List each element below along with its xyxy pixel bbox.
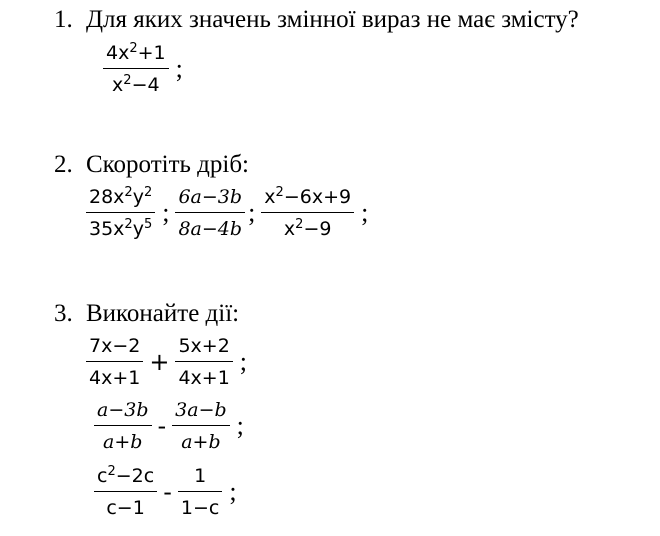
task-2-expression (84, 186, 372, 240)
denominator: a+b (181, 431, 221, 453)
numerator: 1 (194, 465, 207, 487)
numerator: $28x^2y^2$ (89, 185, 153, 208)
fraction (84, 186, 157, 240)
task-title: Виконайте дії: (86, 300, 240, 327)
separator: ; (239, 347, 248, 376)
task-number: 2. (54, 151, 73, 178)
denominator: $35x^2y^5$ (89, 217, 153, 240)
numerator: a−3b (97, 399, 149, 421)
operator: + (149, 348, 170, 376)
separator: ; (248, 198, 256, 227)
denominator: c−1 (106, 497, 145, 519)
numerator: 3a−b (175, 399, 227, 421)
operator: - (163, 478, 172, 506)
denominator: 1−c (180, 497, 220, 519)
numerator: $x^2-6x+9$ (264, 185, 352, 208)
separator: ; (229, 477, 237, 506)
fraction (92, 465, 159, 519)
separator: ; (361, 198, 369, 227)
numerator: 6a−3b (178, 186, 243, 208)
fraction (173, 186, 247, 240)
task-title: Скоротіть дріб: (86, 151, 250, 178)
fraction (173, 335, 234, 389)
task-title: Для яких значень змінної вираз не має змісту? (86, 6, 579, 33)
fraction (170, 399, 232, 453)
task-3-expression-1 (84, 335, 251, 389)
task-3-heading (54, 299, 239, 329)
task-number: 1. (54, 6, 73, 33)
fraction (259, 186, 356, 240)
denominator: $x^2-9$ (283, 217, 332, 240)
denominator: 4x+1 (89, 367, 141, 389)
fraction (84, 335, 145, 389)
denominator: 8a−4b (178, 218, 243, 240)
task-3-expression-3 (92, 465, 241, 519)
separator: ; (175, 54, 183, 83)
numerator: 5x+2 (178, 335, 230, 357)
numerator: $4x^2+1$ (106, 41, 166, 64)
task-number: 3. (54, 300, 73, 327)
denominator: $x^2-4$ (112, 73, 160, 96)
task-1-heading (54, 5, 579, 35)
numerator: $c^2-2c$ (97, 464, 155, 487)
fraction (176, 465, 224, 519)
numerator: 7x−2 (89, 335, 141, 357)
separator: ; (236, 411, 244, 440)
denominator: a+b (103, 431, 143, 453)
denominator: 4x+1 (178, 367, 230, 389)
task-2-heading (54, 150, 249, 180)
fraction (101, 42, 171, 96)
task-3-expression-2 (92, 399, 248, 453)
fraction (92, 399, 154, 453)
separator: ; (162, 198, 170, 227)
operator: - (157, 412, 167, 440)
task-1-expression (101, 42, 187, 96)
